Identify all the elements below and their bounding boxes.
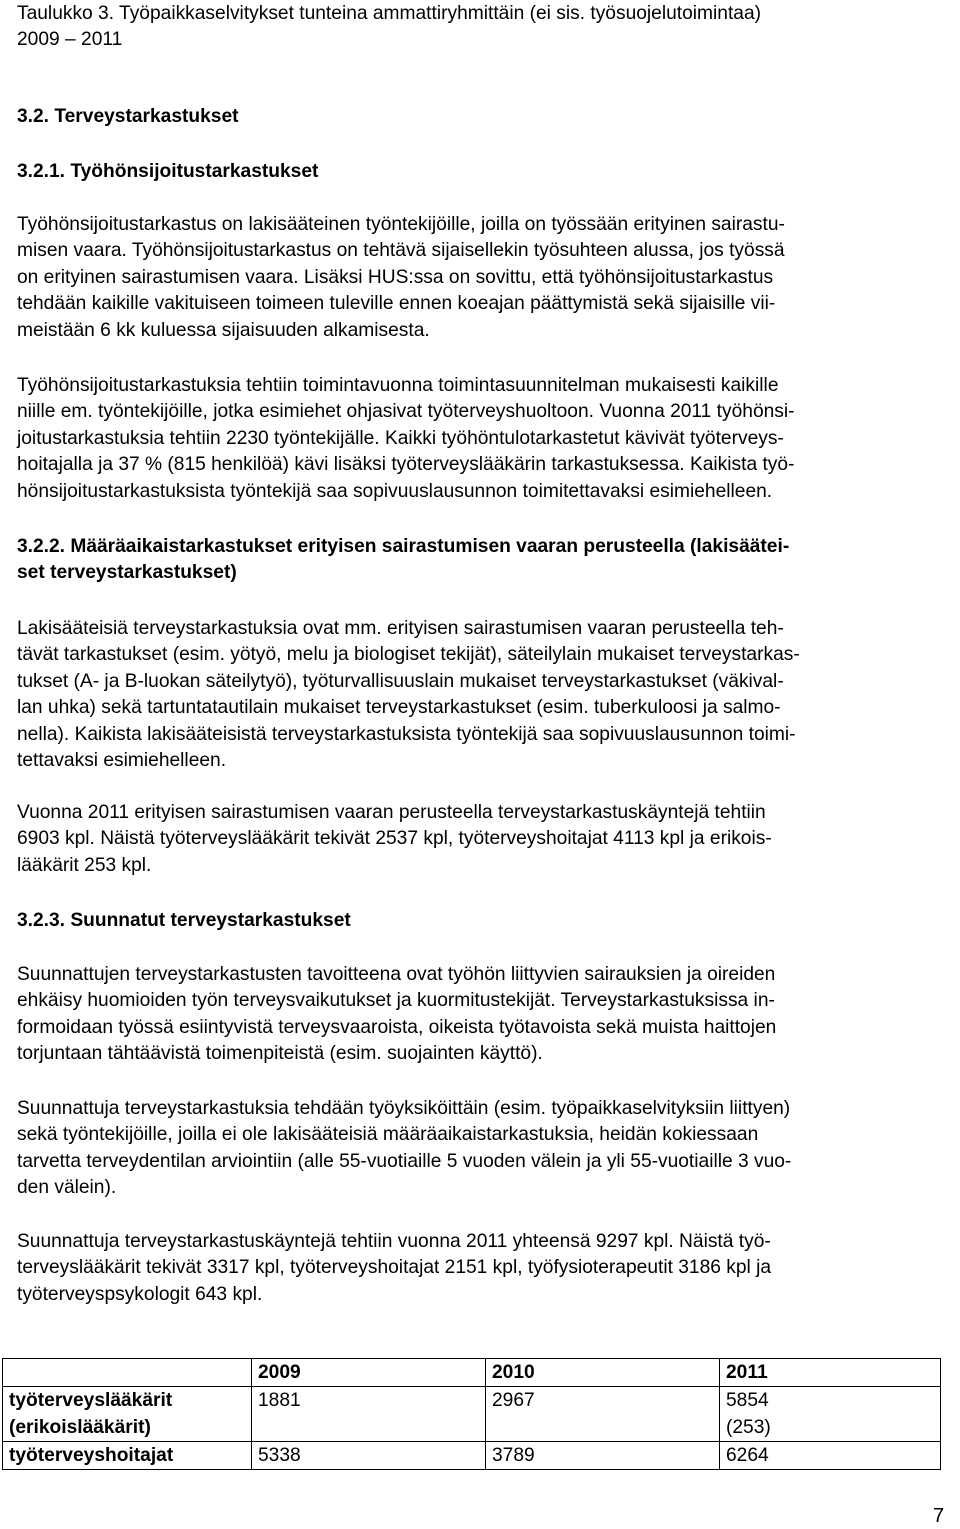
cell-value: 5338: [258, 1445, 301, 1466]
table-header-cell: [3, 1359, 252, 1387]
table-cell: [252, 1387, 486, 1442]
table-cell: [720, 1442, 941, 1470]
heading-3-2-3: 3.2.3. Suunnatut terveystarkastukset: [17, 910, 351, 931]
paragraph-3-2-3-a: [17, 962, 945, 1068]
cell-value: 6264: [726, 1445, 769, 1466]
row-label-line: (erikoislääkärit): [9, 1417, 151, 1438]
text-line: tävät tarkastukset (esim. yötyö, melu ja biologiset tekijät), säteilylain mukaiset terveystarkas-: [17, 644, 800, 666]
heading-line: set terveystarkastukset): [17, 562, 237, 584]
table-cell: [486, 1442, 720, 1470]
text-line: Vuonna 2011 erityisen sairastumisen vaaran perusteella terveystarkastuskäyntejä tehtiin: [17, 802, 766, 823]
heading-3-2-2: [17, 534, 789, 587]
text-line: Suunnattuja terveystarkastuskäyntejä tehtiin vuonna 2011 yhteensä 9297 kpl. Näistä työ-: [17, 1231, 771, 1252]
text-line: joitustarkastuksia tehtiin 2230 työntekijälle. Kaikki työhöntulotarkastetut kävivät työterveys-: [17, 427, 784, 449]
text-line: Suunnattujen terveystarkastusten tavoitteena ovat työhön liittyvien sairauksien ja oireiden: [17, 964, 776, 985]
cell-value: 1881: [258, 1390, 301, 1411]
row-label: [3, 1442, 252, 1470]
table-row: [3, 1442, 941, 1470]
text-line: formoidaan työssä esiintyvistä terveysvaaroista, oikeista työtavoista sekä muista haittojen: [17, 1016, 777, 1038]
text-line: työterveyspsykologit 643 kpl.: [17, 1283, 263, 1305]
paragraph-3-2-3-c: [17, 1229, 945, 1308]
text-line: Lakisääteisiä terveystarkastuksia ovat mm. erityisen sairastumisen vaaran perusteella teh-: [17, 618, 784, 639]
paragraph-3-2-3-b: [17, 1096, 945, 1202]
heading-3-2-1: 3.2.1. Työhönsijoitustarkastukset: [17, 161, 319, 182]
cell-value: 5854: [726, 1390, 769, 1411]
paragraph-3-2-1-a: [17, 212, 945, 344]
paragraph-3-2-2-a: [17, 616, 945, 774]
table-header-cell: 2011: [720, 1359, 941, 1387]
text-line: hoitajalla ja 37 % (815 henkilöä) kävi lisäksi työterveyslääkärin tarkastuksessa. Kaikista työ-: [17, 454, 795, 476]
text-line: niille em. työntekijöille, jotka esimiehet ohjasivat työterveyshuoltoon. Vuonna 2011 työhönsi-: [17, 401, 795, 423]
row-label-line: työterveyslääkärit: [9, 1390, 173, 1411]
text-line: lääkärit 253 kpl.: [17, 854, 152, 876]
row-label-line: työterveyshoitajat: [9, 1445, 174, 1466]
text-line: hönsijoitustarkastuksista työntekijä saa sopivuuslausunnon toimitettavaksi esimiehelleen.: [17, 480, 773, 502]
cell-value: 2967: [492, 1390, 535, 1411]
visits-table: [2, 1358, 941, 1470]
caption-line-2: 2009 – 2011: [17, 29, 123, 51]
table-row: [3, 1387, 941, 1442]
text-line: on erityinen sairastumisen vaara. Lisäksi HUS:ssa on sovittu, että työhönsijoitustarkastus: [17, 266, 774, 288]
text-line: nella). Kaikista lakisääteisistä terveystarkastuksista työntekijä saa sopivuuslausunnon toimi-: [17, 723, 796, 745]
text-line: Työhönsijoitustarkastuksia tehtiin toimintavuonna toimintasuunnitelman mukaisesti kaikille: [17, 375, 779, 396]
text-line: meistään 6 kk kuluessa sijaisuuden alkamisesta.: [17, 319, 430, 341]
table-caption: [17, 1, 761, 54]
text-line: tukset (A- ja B-luokan säteilytyö), työturvallisuuslain mukaiset terveystarkastukset (väkival-: [17, 670, 784, 692]
paragraph-3-2-2-b: [17, 800, 945, 879]
heading-line: 3.2.2. Määräaikaistarkastukset erityisen sairastumisen vaaran perusteella (lakisäätei-: [17, 536, 790, 557]
text-line: misen vaara. Työhönsijoitustarkastus on tehtävä sijaisellekin työsuhteen alussa, jos työssä: [17, 240, 785, 262]
row-label: [3, 1387, 252, 1442]
paragraph-3-2-1-b: [17, 373, 945, 505]
table-header-cell: 2010: [486, 1359, 720, 1387]
text-line: ehkäisy huomioiden työn terveysvaikutukset ja kuormitustekijät. Terveystarkastuksissa in-: [17, 990, 775, 1012]
table-header-cell: 2009: [252, 1359, 486, 1387]
text-line: Suunnattuja terveystarkastuksia tehdään työyksiköittäin (esim. työpaikkaselvityksiin liittyen): [17, 1098, 791, 1119]
page-number: 7: [933, 1505, 945, 1527]
table-cell: [252, 1442, 486, 1470]
text-line: lan uhka) sekä tartuntatautilain mukaiset terveystarkastukset (esim. tuberkuloosi ja salmo-: [17, 697, 781, 719]
text-line: torjuntaan tähtäävistä toimenpiteistä (esim. suojainten käyttö).: [17, 1043, 543, 1065]
heading-3-2: 3.2. Terveystarkastukset: [17, 106, 239, 127]
text-line: tehdään kaikille vakituiseen toimeen tuleville ennen koeajan päättymistä sekä sijaisille vii-: [17, 293, 776, 315]
table-cell: [486, 1387, 720, 1442]
caption-line-1: Taulukko 3. Työpaikkaselvitykset tunteina ammattiryhmittäin (ei sis. työsuojelutoimintaa): [17, 3, 762, 24]
text-line: terveyslääkärit tekivät 3317 kpl, työterveyshoitajat 2151 kpl, työfysioterapeutit 3186 kpl ja: [17, 1257, 772, 1279]
text-line: 6903 kpl. Näistä työterveyslääkärit tekivät 2537 kpl, työterveyshoitajat 4113 kpl ja erikois-: [17, 828, 772, 850]
cell-value: (253): [726, 1417, 771, 1438]
text-line: tarvetta terveydentilan arviointiin (alle 55-vuotiaille 5 vuoden välein ja yli 55-vuotiaille 3 vuo-: [17, 1150, 792, 1172]
text-line: den välein).: [17, 1177, 117, 1199]
text-line: sekä työntekijöille, joilla ei ole lakisääteisiä määräaikaistarkastuksia, heidän kokiessaan: [17, 1124, 759, 1146]
table-cell: [720, 1387, 941, 1442]
table-header-row: [3, 1359, 941, 1387]
text-line: tettavaksi esimiehelleen.: [17, 750, 227, 772]
cell-value: 3789: [492, 1445, 535, 1466]
text-line: Työhönsijoitustarkastus on lakisääteinen työntekijöille, joilla on työssään erityinen sairastu-: [17, 214, 785, 235]
